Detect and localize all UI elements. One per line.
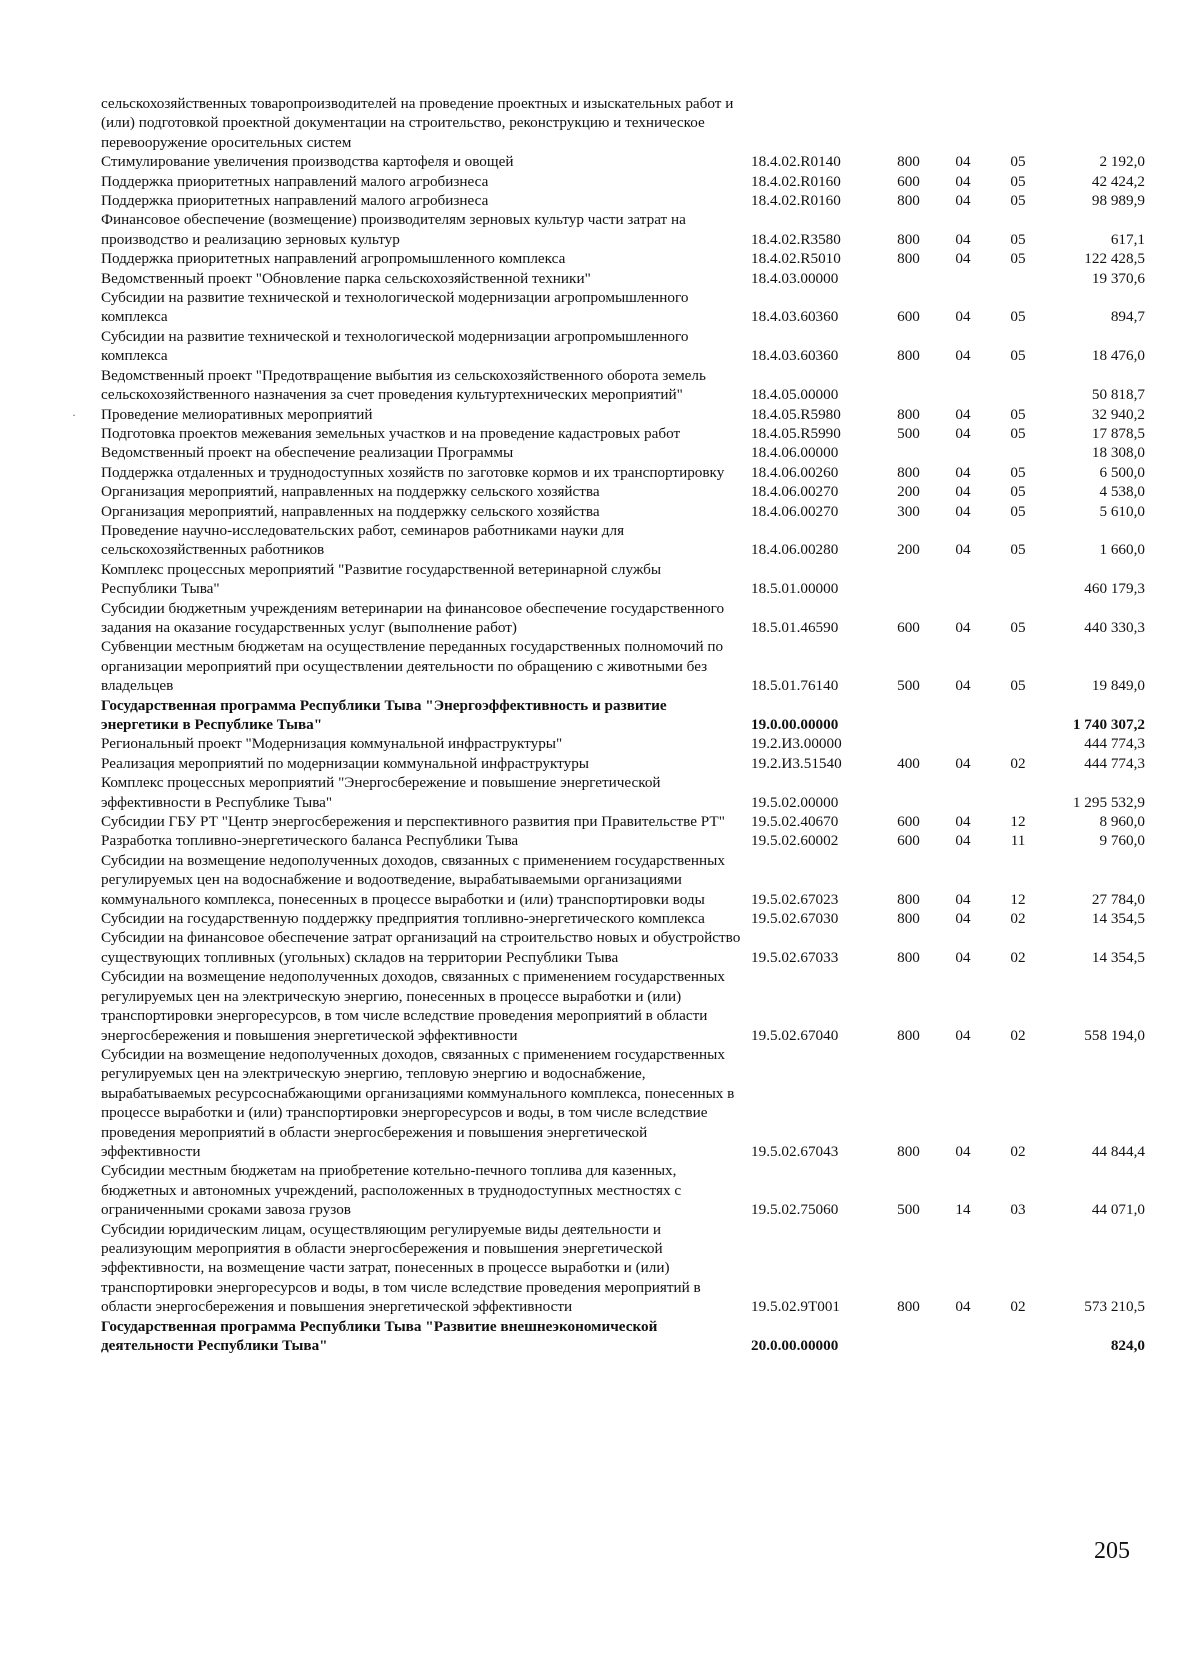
row-expense-type: 800: [897, 250, 920, 268]
row-subsection: 02: [1010, 1142, 1026, 1160]
row-amount: 573 210,5: [1084, 1298, 1145, 1316]
row-section: 04: [955, 813, 971, 831]
row-expense-type: 200: [897, 541, 920, 559]
table-row: [101, 599, 1155, 638]
row-amount: 19 370,6: [1091, 269, 1145, 287]
row-amount: 27 784,0: [1091, 890, 1145, 908]
row-subsection: [990, 443, 1046, 462]
row-section: 04: [955, 250, 971, 268]
row-name: Субсидии ГБУ РТ "Центр энергосбережения и перспективного развития при Правительстве РТ": [101, 813, 725, 831]
row-target-code: 19.5.02.9Т001: [751, 1298, 841, 1316]
table-row: [101, 928, 1155, 967]
table-row: [101, 696, 1155, 735]
row-name: Проведение мелиоративных мероприятий: [101, 405, 373, 423]
row-amount: 4 538,0: [1099, 483, 1145, 501]
row-target-code: 19.5.02.67023: [751, 890, 839, 908]
row-expense-type: 200: [897, 483, 920, 501]
row-amount: 5 610,0: [1099, 502, 1145, 520]
budget-table: [101, 94, 1155, 1355]
row-amount: 98 989,9: [1091, 192, 1145, 210]
row-subsection: 05: [1010, 618, 1026, 636]
row-target-code: 19.5.02.67033: [751, 948, 839, 966]
row-subsection: [990, 366, 1046, 405]
row-target-code: 19.2.И3.00000: [751, 735, 842, 753]
row-name: Субсидии на возмещение недополученных доходов, связанных с применением государственных регулируемых цен на водоснабжение и водоотведение, вырабатываемыми организациями коммунального комплекса, понесенных в процессе выработки и (или) транспортировки воды: [101, 851, 725, 908]
row-expense-type: 600: [897, 308, 920, 326]
row-section: [936, 366, 990, 405]
row-section: [936, 94, 990, 152]
row-target-code: 19.5.02.67043: [751, 1142, 839, 1160]
row-name: Субсидии местным бюджетам на приобретение котельно-печного топлива для казенных, бюджетных и автономных учреждений, расположенных в труднодоступных местностях с ограниченными сроками завоза грузов: [101, 1162, 682, 1219]
row-expense-type: 600: [897, 618, 920, 636]
row-target-code: 18.4.02.R3580: [751, 230, 841, 248]
row-subsection: 05: [1010, 172, 1026, 190]
row-target-code: 18.4.05.R5990: [751, 424, 841, 442]
table-row: [101, 637, 1155, 695]
row-name: Субсидии на развитие технической и технологической модернизации агропромышленного комплекса: [101, 327, 689, 365]
row-target-code: 18.5.01.76140: [751, 677, 839, 695]
row-subsection: 05: [1010, 153, 1026, 171]
row-amount: 42 424,2: [1091, 172, 1145, 190]
row-subsection: 05: [1010, 405, 1026, 423]
row-section: 04: [955, 192, 971, 210]
row-amount: 2 192,0: [1099, 153, 1145, 171]
row-amount: 8 960,0: [1099, 813, 1145, 831]
row-subsection: 11: [1010, 832, 1026, 850]
row-section: [936, 443, 990, 462]
table-row: [101, 191, 1155, 210]
row-target-code: 18.4.05.00000: [751, 386, 839, 404]
row-expense-type: 800: [897, 153, 920, 171]
row-amount: 18 308,0: [1091, 444, 1145, 462]
table-row: [101, 172, 1155, 191]
row-amount: 444 774,3: [1084, 754, 1145, 772]
row-expense-type: 800: [897, 230, 920, 248]
row-expense-type: 800: [897, 1142, 920, 1160]
row-subsection: 05: [1010, 424, 1026, 442]
row-amount: 50 818,7: [1091, 386, 1145, 404]
row-target-code: 19.5.02.75060: [751, 1201, 839, 1219]
row-name: Ведомственный проект "Предотвращение выбытия из сельскохозяйственного оборота земель сельскохозяйственного назначения за счет проведения культуртехнических мероприятий": [101, 366, 706, 404]
row-target-code: 19.2.И3.51540: [751, 754, 842, 772]
table-row: [101, 831, 1155, 850]
table-row: [101, 405, 1155, 424]
table-row: [101, 482, 1155, 501]
row-subsection: 02: [1010, 910, 1026, 928]
row-subsection: [990, 734, 1046, 753]
table-row: [101, 521, 1155, 560]
row-name: Поддержка приоритетных направлений малого агробизнеса: [101, 172, 489, 190]
row-subsection: 05: [1010, 541, 1026, 559]
row-amount: 17 878,5: [1091, 424, 1145, 442]
row-subsection: [990, 269, 1046, 288]
table-row: [101, 1220, 1155, 1317]
table-row: [101, 502, 1155, 521]
page-number: 205: [1094, 1538, 1130, 1564]
row-name: Подготовка проектов межевания земельных участков и на проведение кадастровых работ: [101, 424, 681, 442]
row-name: Организация мероприятий, направленных на поддержку сельского хозяйства: [101, 502, 600, 520]
row-name: Проведение научно-исследовательских работ, семинаров работниками науки для сельскохозяйственных работников: [101, 521, 625, 559]
row-section: 04: [955, 541, 971, 559]
table-row: [101, 754, 1155, 773]
table-row: [101, 773, 1155, 812]
row-name: Ведомственный проект "Обновление парка сельскохозяйственной техники": [101, 269, 591, 287]
row-expense-type: 600: [897, 832, 920, 850]
table-row: [101, 1045, 1155, 1161]
table-row: [101, 734, 1155, 753]
row-target-code: 18.4.02.R0160: [751, 172, 841, 190]
row-target-code: 18.4.02.R0140: [751, 153, 841, 171]
row-expense-type: [881, 696, 936, 735]
row-subsection: 05: [1010, 347, 1026, 365]
row-subsection: 05: [1010, 230, 1026, 248]
row-amount: 824,0: [1110, 1337, 1145, 1354]
row-section: 04: [955, 754, 971, 772]
row-subsection: 02: [1010, 948, 1026, 966]
row-target-code: 18.4.02.R5010: [751, 250, 841, 268]
row-name: Субвенции местным бюджетам на осуществление переданных государственных полномочий по организации мероприятий при осуществлении деятельности по обращению с животными без владельцев: [101, 638, 724, 695]
row-subsection: 05: [1010, 677, 1026, 695]
row-section: 04: [955, 618, 971, 636]
row-subsection: 05: [1010, 192, 1026, 210]
row-section: [936, 560, 990, 599]
row-expense-type: 400: [897, 754, 920, 772]
row-subsection: [990, 773, 1046, 812]
row-subsection: 02: [1010, 754, 1026, 772]
row-amount: 14 354,5: [1091, 948, 1145, 966]
row-section: 04: [955, 153, 971, 171]
row-target-code: [745, 94, 881, 152]
row-name: Финансовое обеспечение (возмещение) производителям зерновых культур части затрат на производство и реализацию зерновых культур: [101, 211, 686, 248]
row-expense-type: 800: [897, 192, 920, 210]
row-section: 04: [955, 405, 971, 423]
row-subsection: 05: [1010, 308, 1026, 326]
row-amount: 32 940,2: [1091, 405, 1145, 423]
row-section: 04: [955, 424, 971, 442]
row-expense-type: 800: [897, 1298, 920, 1316]
row-name: сельскохозяйственных товаропроизводителей на проведение проектных и изыскательных работ и (или) подготовкой проектной документации на строительство, реконструкцию и техническое перевооружение оросительных систем: [101, 95, 734, 151]
row-section: 14: [955, 1201, 971, 1219]
row-expense-type: [881, 269, 936, 288]
table-row: [101, 288, 1155, 327]
row-subsection: 05: [1010, 463, 1026, 481]
row-amount: 44 844,4: [1091, 1142, 1145, 1160]
table-row: [101, 249, 1155, 268]
row-section: [936, 734, 990, 753]
row-subsection: [990, 696, 1046, 735]
row-name: Комплекс процессных мероприятий "Энергосбережение и повышение энергетической эффективности в Республике Тыва": [101, 774, 661, 811]
row-subsection: 05: [1010, 483, 1026, 501]
row-name: Субсидии юридическим лицам, осуществляющим регулируемые виды деятельности и реализующим мероприятия в области энергосбережения и повышения энергетической эффективности, на возмещение части затрат, понесенных в процессе выработки и (или) транспортировки энергоресурсов и воды, в том числе вследствие проведения мероприятий в области энергосбережения и повышения энергетической эффективности: [101, 1220, 701, 1316]
row-name: Поддержка приоритетных направлений агропромышленного комплекса: [101, 250, 566, 268]
table-row: [101, 152, 1155, 171]
row-name: Субсидии на возмещение недополученных доходов, связанных с применением государственных регулируемых цен на электрическую энергию, тепловую энергию и водоснабжение, вырабатываемых ресурсоснабжающими организациями коммунального комплекса, понесенных в процессе выработки и (или) транспортировки энергоресурсов и воды, в том числе вследствие проведения мероприятий в области энергосбережения и повышения энергетической эффективности: [101, 1045, 735, 1160]
row-target-code: 18.4.03.00000: [751, 269, 839, 287]
row-section: 04: [955, 347, 971, 365]
row-expense-type: 800: [897, 890, 920, 908]
row-target-code: 19.5.02.40670: [751, 813, 839, 831]
row-section: 04: [955, 1026, 971, 1044]
row-amount: 1 660,0: [1099, 541, 1145, 559]
table-row: [101, 560, 1155, 599]
row-section: 04: [955, 948, 971, 966]
row-expense-type: 800: [897, 463, 920, 481]
table-body: [101, 94, 1155, 1355]
table-row: [101, 851, 1155, 909]
row-expense-type: [881, 560, 936, 599]
row-section: [936, 1317, 990, 1356]
row-subsection: [990, 1317, 1046, 1356]
row-section: 04: [955, 463, 971, 481]
row-expense-type: 600: [897, 813, 920, 831]
row-target-code: 20.0.00.00000: [751, 1337, 839, 1354]
row-section: 04: [955, 1142, 971, 1160]
table-row: [101, 424, 1155, 443]
row-subsection: 03: [1010, 1201, 1026, 1219]
row-name: Ведомственный проект на обеспечение реализации Программы: [101, 444, 514, 462]
row-expense-type: [881, 1317, 936, 1356]
row-amount: 460 179,3: [1084, 580, 1145, 598]
row-subsection: 05: [1010, 502, 1026, 520]
row-section: 04: [955, 677, 971, 695]
row-name: Субсидии на возмещение недополученных доходов, связанных с применением государственных регулируемых цен на электрическую энергию, понесенных в процессе выработки и (или) транспортировки энергоресурсов, в том числе вследствие проведения мероприятий в области энергосбережения и повышения энергетической эффективности: [101, 968, 725, 1044]
row-subsection: 02: [1010, 1026, 1026, 1044]
row-expense-type: 600: [897, 172, 920, 190]
row-target-code: 18.5.01.46590: [751, 618, 839, 636]
row-expense-type: [881, 734, 936, 753]
row-amount: 558 194,0: [1084, 1026, 1145, 1044]
row-name: Субсидии на государственную поддержку предприятия топливно-энергетического комплекса: [101, 910, 705, 928]
row-section: 04: [955, 832, 971, 850]
table-row: [101, 812, 1155, 831]
row-amount: 14 354,5: [1091, 910, 1145, 928]
row-target-code: 18.4.06.00270: [751, 483, 839, 501]
row-target-code: 18.4.02.R0160: [751, 192, 841, 210]
row-target-code: 18.4.06.00270: [751, 502, 839, 520]
row-name: Комплекс процессных мероприятий "Развитие государственной ветеринарной службы Республики Тыва": [101, 560, 662, 598]
row-target-code: 18.5.01.00000: [751, 580, 839, 598]
row-subsection: 05: [1010, 250, 1026, 268]
row-target-code: 19.5.02.60002: [751, 832, 839, 850]
row-section: 04: [955, 308, 971, 326]
table-row: [101, 327, 1155, 366]
row-amount: [1046, 94, 1155, 152]
row-amount: 1 740 307,2: [1072, 716, 1145, 733]
row-name: Разработка топливно-энергетического баланса Республики Тыва: [101, 832, 519, 850]
row-expense-type: 500: [897, 677, 920, 695]
row-expense-type: [881, 94, 936, 152]
row-section: [936, 269, 990, 288]
table-row: [101, 443, 1155, 462]
row-target-code: 18.4.06.00000: [751, 444, 839, 462]
row-expense-type: 300: [897, 502, 920, 520]
row-target-code: 18.4.06.00260: [751, 463, 839, 481]
row-target-code: 19.5.02.00000: [751, 793, 839, 811]
row-target-code: 19.5.02.67030: [751, 910, 839, 928]
row-amount: 122 428,5: [1084, 250, 1145, 268]
table-row: [101, 1317, 1155, 1356]
row-section: 04: [955, 910, 971, 928]
row-amount: 894,7: [1110, 308, 1145, 326]
row-section: 04: [955, 172, 971, 190]
row-name: Поддержка отдаленных и труднодоступных хозяйств по заготовке кормов и их транспортировку: [101, 463, 725, 481]
row-target-code: 19.0.00.00000: [751, 716, 839, 733]
table-row: [101, 1161, 1155, 1219]
table-row: [101, 94, 1155, 152]
row-subsection: [990, 94, 1046, 152]
row-subsection: 02: [1010, 1298, 1026, 1316]
row-section: 04: [955, 1298, 971, 1316]
row-name: Региональный проект "Модернизация коммунальной инфраструктуры": [101, 735, 563, 753]
row-amount: 19 849,0: [1091, 677, 1145, 695]
row-target-code: 18.4.05.R5980: [751, 405, 841, 423]
row-expense-type: [881, 443, 936, 462]
row-name: Организация мероприятий, направленных на поддержку сельского хозяйства: [101, 483, 600, 501]
row-expense-type: 500: [897, 1201, 920, 1219]
row-section: 04: [955, 230, 971, 248]
row-section: [936, 696, 990, 735]
table-row: [101, 909, 1155, 928]
row-target-code: 18.4.03.60360: [751, 347, 839, 365]
table-row: [101, 366, 1155, 405]
row-name: Государственная программа Республики Тыва "Развитие внешнеэкономической деятельности Республики Тыва": [101, 1317, 658, 1354]
row-target-code: 18.4.06.00280: [751, 541, 839, 559]
row-expense-type: [881, 366, 936, 405]
row-section: [936, 773, 990, 812]
row-amount: 18 476,0: [1091, 347, 1145, 365]
row-expense-type: 800: [897, 405, 920, 423]
row-name: Поддержка приоритетных направлений малого агробизнеса: [101, 192, 489, 210]
row-expense-type: [881, 773, 936, 812]
table-row: [101, 463, 1155, 482]
row-amount: 444 774,3: [1084, 735, 1145, 753]
row-section: 04: [955, 483, 971, 501]
row-amount: 617,1: [1110, 230, 1145, 248]
row-expense-type: 800: [897, 948, 920, 966]
row-expense-type: 500: [897, 424, 920, 442]
row-target-code: 19.5.02.67040: [751, 1026, 839, 1044]
row-subsection: 12: [1010, 890, 1026, 908]
row-subsection: [990, 560, 1046, 599]
table-row: [101, 210, 1155, 249]
row-name: Субсидии на развитие технической и технологической модернизации агропромышленного комплекса: [101, 289, 689, 326]
row-amount: 1 295 532,9: [1072, 793, 1145, 811]
row-name: Реализация мероприятий по модернизации коммунальной инфраструктуры: [101, 754, 589, 772]
row-expense-type: 800: [897, 910, 920, 928]
row-expense-type: 800: [897, 347, 920, 365]
row-amount: 440 330,3: [1084, 618, 1145, 636]
scan-artifact: ·: [72, 408, 76, 422]
row-name: Субсидии бюджетным учреждениям ветеринарии на финансовое обеспечение государственного задания на оказание государственных услуг (выполнение работ): [101, 599, 725, 636]
row-expense-type: 800: [897, 1026, 920, 1044]
table-row: [101, 269, 1155, 288]
table-row: [101, 967, 1155, 1045]
row-name: Стимулирование увеличения производства картофеля и овощей: [101, 153, 514, 171]
row-target-code: 18.4.03.60360: [751, 308, 839, 326]
row-name: Субсидии на финансовое обеспечение затрат организаций на строительство новых и обустройство существующих топливных (угольных) складов на территории Республики Тыва: [101, 929, 741, 966]
row-name: Государственная программа Республики Тыва "Энергоэффективность и развитие энергетики в Республике Тыва": [101, 696, 667, 733]
row-section: 04: [955, 890, 971, 908]
row-amount: 9 760,0: [1099, 832, 1145, 850]
row-amount: 6 500,0: [1099, 463, 1145, 481]
row-subsection: 12: [1010, 813, 1026, 831]
row-amount: 44 071,0: [1091, 1201, 1145, 1219]
row-section: 04: [955, 502, 971, 520]
